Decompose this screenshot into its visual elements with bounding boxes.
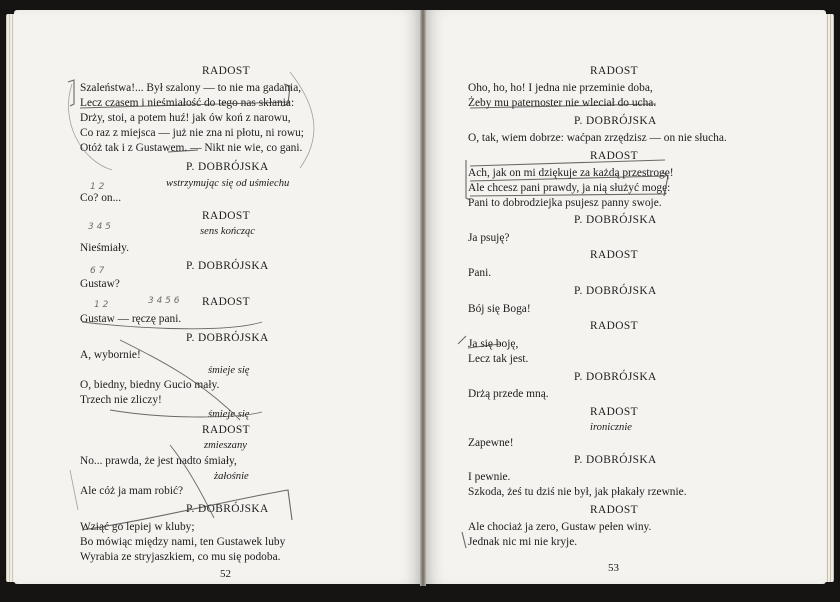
verse-line: Drży, stoi, a potem huź! jak ów koń z narowu, bbox=[80, 112, 291, 124]
verse-line: Ale chcesz pani prawdy, ja nią służyć mogę: bbox=[468, 182, 671, 194]
stage-direction: sens kończąc bbox=[200, 226, 256, 237]
verse-line: O, biedny, biedny Gucio mały. bbox=[80, 379, 220, 391]
verse-line: A, wybornie! bbox=[80, 349, 141, 361]
speaker-name: RADOST bbox=[202, 424, 250, 436]
speaker-name: RADOST bbox=[590, 65, 638, 77]
verse-line: Ja się boję, bbox=[468, 338, 519, 350]
verse-line: Trzech nie zliczy! bbox=[80, 394, 162, 406]
verse-line: Ale chociaż ja zero, Gustaw pełen winy. bbox=[468, 521, 652, 533]
verse-line: Ach, jak on mi dziękuje za każdą przestrogę! bbox=[468, 167, 674, 179]
speaker-name: RADOST bbox=[590, 150, 638, 162]
verse-line: Pani to dobrodziejka psujesz panny swoje. bbox=[468, 197, 662, 209]
verse-line: Ja psuję? bbox=[468, 232, 510, 244]
verse-line: Bo mówiąc między nami, ten Gustawek luby bbox=[80, 536, 286, 548]
stage-direction: żałośnie bbox=[214, 471, 249, 482]
verse-line: Gustaw? bbox=[80, 278, 120, 290]
stage-direction: ironicznie bbox=[590, 422, 632, 433]
verse-line: O, tak, wiem dobrze: waćpan zrzędzisz — on nie słucha. bbox=[468, 132, 727, 144]
stage-direction: zmieszany bbox=[204, 440, 247, 451]
verse-line: Bój się Boga! bbox=[468, 303, 531, 315]
speaker-name: P. DOBRÓJSKA bbox=[574, 214, 657, 226]
stage-direction: śmieje się bbox=[208, 365, 250, 376]
verse-line: Nieśmiały. bbox=[80, 242, 129, 254]
pencil-number: 1 2 bbox=[94, 300, 109, 310]
verse-line: Drżą przede mną. bbox=[468, 388, 549, 400]
verse-line: Żeby mu paternoster nie wleciał do ucha. bbox=[468, 97, 657, 109]
speaker-name: RADOST bbox=[590, 406, 638, 418]
verse-line: Wziąć go lepiej w kluby; bbox=[80, 521, 195, 533]
verse-line: Co? on... bbox=[80, 192, 122, 204]
verse-line: Co raz z miejsca — już nie zna ni płotu, ni rowu; bbox=[80, 127, 304, 139]
stage-direction: śmieje się bbox=[208, 409, 250, 420]
speaker-name: RADOST bbox=[590, 504, 638, 516]
verse-line: Zapewne! bbox=[468, 437, 514, 449]
verse-line: Szkoda, żeś tu dziś nie był, jak płakały rzewnie. bbox=[468, 486, 687, 498]
verse-line: Pani. bbox=[468, 267, 492, 279]
speaker-name: P. DOBRÓJSKA bbox=[574, 115, 657, 127]
speaker-name: RADOST bbox=[202, 296, 250, 308]
verse-line: Jednak nic mi nie kryje. bbox=[468, 536, 578, 548]
page-number: 52 bbox=[220, 568, 231, 580]
speaker-name: P. DOBRÓJSKA bbox=[186, 332, 269, 344]
verse-line: Szaleństwa!... Był szalony — to nie ma gadania, bbox=[80, 82, 302, 94]
verse-line: Lecz czasem i nieśmiałość do tego nas skłania: bbox=[80, 97, 295, 109]
page-number: 53 bbox=[608, 562, 619, 574]
pencil-number: 1 2 bbox=[90, 182, 105, 192]
verse-line: I pewnie. bbox=[468, 471, 511, 483]
verse-line: Otóż tak i z Gustawem. — Nikt nie wie, co gani. bbox=[80, 142, 303, 154]
verse-line: No... prawda, że jest nadto śmiały, bbox=[80, 455, 237, 467]
speaker-name: P. DOBRÓJSKA bbox=[186, 260, 269, 272]
speaker-name: P. DOBRÓJSKA bbox=[574, 285, 657, 297]
pencil-number: 3 4 5 6 bbox=[148, 296, 180, 306]
speaker-name: P. DOBRÓJSKA bbox=[186, 161, 269, 173]
speaker-name: RADOST bbox=[202, 210, 250, 222]
stage-direction: wstrzymując się od uśmiechu bbox=[166, 178, 290, 189]
verse-line: Oho, ho, ho! I jedna nie przeminie doba, bbox=[468, 82, 653, 94]
speaker-name: RADOST bbox=[590, 249, 638, 261]
pencil-number: 6 7 bbox=[90, 266, 105, 276]
speaker-name: P. DOBRÓJSKA bbox=[574, 454, 657, 466]
pencil-number: 3 4 5 bbox=[88, 222, 111, 232]
verse-line: Gustaw — ręczę pani. bbox=[80, 313, 182, 325]
speaker-name: RADOST bbox=[590, 320, 638, 332]
verse-line: Ale cóż ja mam robić? bbox=[80, 485, 184, 497]
speaker-name: RADOST bbox=[202, 65, 250, 77]
speaker-name: P. DOBRÓJSKA bbox=[186, 503, 269, 515]
verse-line: Lecz tak jest. bbox=[468, 353, 529, 365]
verse-line: Wyrabia ze stryjaszkiem, co mu się podoba. bbox=[80, 551, 281, 563]
book-gutter bbox=[420, 10, 426, 586]
speaker-name: P. DOBRÓJSKA bbox=[574, 371, 657, 383]
